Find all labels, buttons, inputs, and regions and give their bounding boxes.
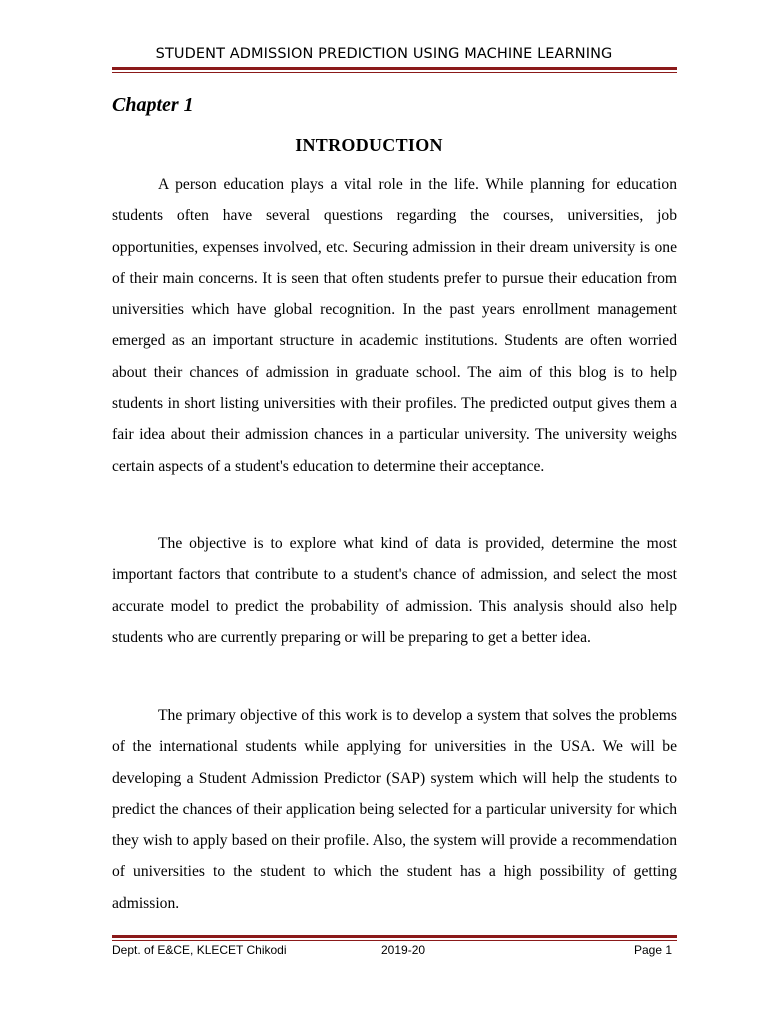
footer-department: Dept. of E&CE, KLECET Chikodi	[112, 943, 287, 957]
body-paragraph-3: The primary objective of this work is to develop a system that solves the problems of the international students while applying for universities in the USA. We will be developing a Student Admission Predictor (SAP) system which will help the students to predict the chances of their application being selected for a particular university for which they wish to apply based on their profile. Also, the system will provide a recommendation of universities to the student to which the student has a high possibility of getting admission.	[112, 707, 677, 912]
running-header: STUDENT ADMISSION PREDICTION USING MACHINE LEARNING	[155, 46, 613, 62]
body-paragraph-1: A person education plays a vital role in the life. While planning for education students often have several questions regarding the courses, universities, job opportunities, expenses involved, etc. Securing admission in their dream university is one of their main concerns. It is seen that often students prefer to pursue their education from universities which have global recognition. In the past years enrollment management emerged as an important structure in academic institutions. Students are often worried about their chances of admission in graduate school. The aim of this blog is to help students in short listing universities with their profiles. The predicted output gives them a fair idea about their admission chances in a particular university. The university weighs certain aspects of a student's education to determine their acceptance.	[112, 176, 677, 475]
section-title: INTRODUCTION	[295, 135, 443, 155]
body-paragraph-2: The objective is to explore what kind of data is provided, determine the most important factors that contribute to a student's chance of admission, and select the most accurate model to predict the probability of admission. This analysis should also help students who are currently preparing or will be preparing to get a better idea.	[112, 535, 677, 646]
footer-rule-thin	[112, 940, 677, 941]
header-rule-thick	[112, 67, 677, 70]
footer-rule-thick	[112, 935, 677, 938]
footer-page-number: Page 1	[634, 943, 673, 957]
header-rule-thin	[112, 72, 677, 73]
footer-year: 2019-20	[381, 943, 426, 957]
chapter-label: Chapter 1	[112, 94, 194, 116]
